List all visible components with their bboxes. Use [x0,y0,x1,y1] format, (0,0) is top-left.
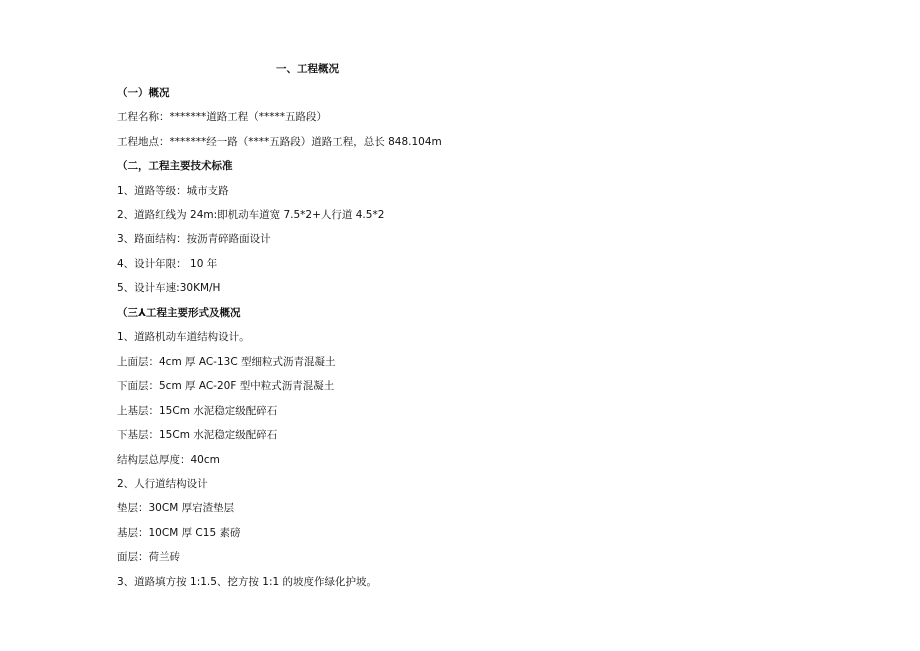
subsection-heading-overview: （一）概况 [117,87,170,99]
road-grade-line: 1、道路等级：城市支路 [117,185,229,197]
slope-protection-line: 3、道路填方按 1:1.5、挖方按 1:1 的坡度作绿化护坡。 [117,576,378,588]
surface-layer-line: 面层：荷兰砖 [117,551,180,563]
subsection-heading-forms: （三⅄工程主要形式及概况 [117,307,241,319]
pavement-structure-line: 3、路面结构：按沥青碎路面设计 [117,233,271,245]
lower-base-layer-line: 下基层：15Cm 水泥稳定级配碎石 [117,429,278,441]
sidewalk-design-line: 2、人行道结构设计 [117,478,208,490]
red-line-width-line: 2、道路红线为 24m:即机动车道宽 7.5*2+人行道 4.5*2 [117,209,385,221]
base-layer-line: 基层：10CM 厚 C15 素磅 [117,527,241,539]
design-life-line: 4、设计年限： 10 年 [117,258,218,270]
section-title: 一、工程概况 [276,63,339,75]
design-speed-line: 5、设计车速:30KM/H [117,282,221,294]
project-name-line: 工程名称：*******道路工程（*****五路段） [117,111,327,123]
project-location-line: 工程地点：*******经一路（****五路段）道路工程，总长 848.104m [117,136,442,148]
subsection-heading-standards: （二，工程主要技术标准 [117,160,233,172]
upper-surface-layer-line: 上面层：4cm 厚 AC-13C 型细粒式沥青混凝土 [117,356,336,368]
motor-lane-design-line: 1、道路机动车道结构设计。 [117,331,250,343]
total-thickness-line: 结构层总厚度：40cm [117,454,220,466]
upper-base-layer-line: 上基层：15Cm 水泥稳定级配碎石 [117,405,278,417]
cushion-layer-line: 垫层：30CM 厚宕渣垫层 [117,502,235,514]
lower-surface-layer-line: 下面层：5cm 厚 AC-20F 型中粒式沥青混凝土 [117,380,335,392]
